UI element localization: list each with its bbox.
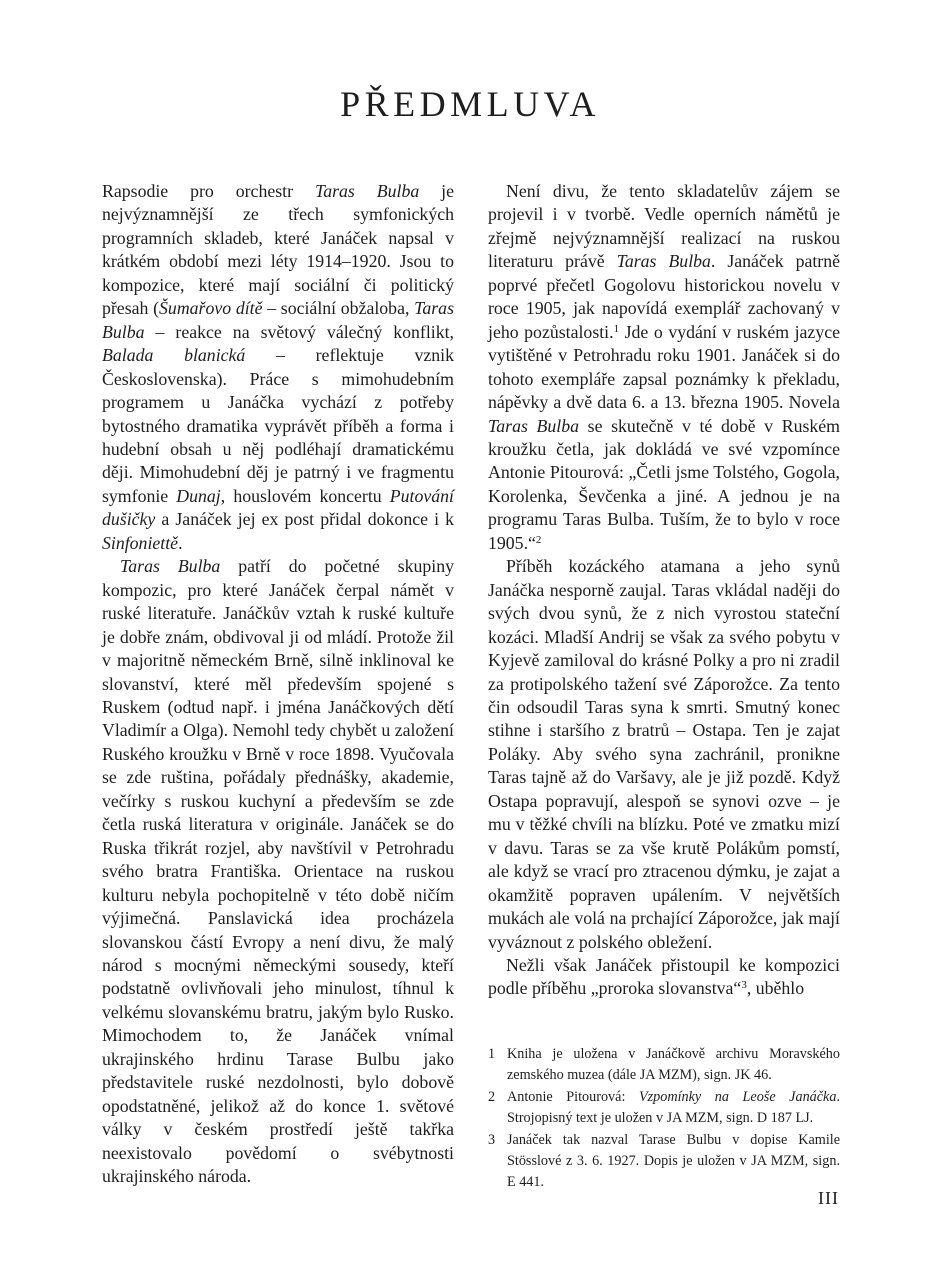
italic-title: Balada blanická: [102, 345, 246, 366]
text-span: a Janáček jej ex post přidal dokonce i k: [155, 509, 454, 530]
italic-title: Šumařovo dítě: [159, 298, 263, 319]
text-span: .: [178, 532, 183, 553]
footnote-text: [507, 1044, 840, 1087]
text-span: Není divu, že tento skladatelův zájem se projevil i v tvorbě. Vedle operních námětů je zřejmě nejvýznamnější realizací na ruskou literaturu právě: [488, 181, 840, 272]
italic-title: Taras Bulba: [616, 251, 711, 272]
footnote-text: [507, 1087, 840, 1130]
footnote-number: 3: [488, 1131, 496, 1148]
text-span: . Janáček patrně poprvé přečetl Gogolovu historickou novelu v roce 1905, jak napovídá exemplář zachovaný v jeho pozůstalosti.: [488, 251, 840, 342]
text-span: Jde o vydání v ruském jazyce vytištěné v Petrohradu roku 1901. Janáček si do tohoto exempláře zapsal poznámky k překladu, nápěvky a dvě data 6. a 13. března 1905. Novela: [488, 321, 841, 413]
paragraph-ruska-literatura: [102, 555, 454, 1188]
italic-title: Vzpomínky na Leoše Janáčka: [638, 1088, 837, 1105]
text-span: Rapsodie pro orchestr: [102, 181, 315, 201]
footnote-text: [507, 1130, 840, 1194]
paragraph-rapsodie: [102, 180, 454, 555]
text-span: Antonie Pitourová:: [507, 1088, 639, 1105]
left-column: [102, 180, 454, 1188]
text-span: , houslovém koncertu: [220, 485, 390, 506]
text-span: – reakce na světový válečný konflikt,: [144, 321, 454, 342]
footnote-2: [488, 1087, 840, 1130]
italic-title: Taras Bulba: [102, 298, 454, 342]
footnote-ref-2[interactable]: 2: [535, 533, 542, 546]
italic-title: Putování dušičky: [102, 485, 454, 530]
text-span: . Strojopisný text je uložen v JA MZM, sign. D 187 LJ.: [507, 1088, 840, 1127]
footnote-1: [488, 1044, 840, 1087]
italic-title: Taras Bulba: [314, 181, 420, 201]
italic-title: Dunaj: [176, 485, 221, 506]
paragraph-pribeh: Příběh kozáckého atamana a jeho synů Janáčka nesporně zaujal. Taras vkládal naději do svých dvou synů, že z nich vyrostou stateční kozáci. Mladší Andrij se však za svého pobytu v Kyjevě zamiloval do krásné Polky a pro ni zradil za protipolského tažení své Záporožce. Za tento čin odsoudil Taras syna k smrti. Smutný konec stihne i staršího z bratrů – Ostapa. Ten je zajat Poláky. Aby svého syna zachránil, pronikne Taras tajně až do Varšavy, ale je již pozdě. Když Ostapa popravují, alespoň se synovi ozve – je mu v těžké chvíli na blízku. Poté ve zmatku mizí v davu. Taras se za vše krutě Polákům pomstí, ale když se vrací pro ztracenou dýmku, je zajat a okamžitě popraven upálením. V největších mukách ale volá na prchající Záporožce, jak mají vyváznout z polského obležení.: [488, 556, 840, 952]
paragraph-nezli: [488, 954, 840, 1001]
footnote-number: 1: [488, 1046, 496, 1062]
text-span: – reflektuje vznik Československa). Práce s mimohudebním programem u Janáčka vychází z potřeby bytostného dramatika vyprávět příběh a forma i hudební obsah u něj podléhají dramatickému ději. Mimohudební děj je patrný i ve fragmentu symfonie: [102, 345, 454, 506]
footnote-ref-1[interactable]: 1: [613, 322, 620, 335]
text-span: patří do početné skupiny kompozic, pro které Janáček čerpal námět v ruské literatuře. Janáčkův vztah k ruské kultuře je dobře znám, obdivoval ji od mládí. Protože žil v majoritně německém Brně, silně inklinoval ke slovanství, které měl především spojené s Ruskem (odtud např. i jména Janáčkových dětí Vladimír a Olga). Nemohl tedy chybět u založení Ruského kroužku v Brně v roce 1898. Vyučovala se zde ruština, pořádaly přednášky, akademie, večírky s ruskou kuchyní a především se zde četla ruská literatura v originále. Janáček se do Ruska třikrát rozjel, aby navštívil v Petrohradu svého bratra Františka. Orientace na ruskou kulturu nebyla pochopitelně v této době ničím výjimečná. Panslavická idea procházela slovanskou částí Evropy a není divu, že malý národ s mocnými německými sousedy, kteří podstatně ovlivňovali jeho minulost, tíhnul k velkému slovanskému bratru, jakým bylo Rusko. Mimochodem to, že Janáček vnímal ukrajinského hrdinu Tarase Bulbu jako představitele ruské nezdolnosti, bylo dobově opodstatněné, jelikož až do konce 1. světové války v českém prostředí ještě takřka neexistovalo povědomí o svébytnosti ukrajinského národa.: [102, 556, 455, 1187]
italic-title: Taras Bulba: [488, 415, 579, 436]
page-title: PŘEDMLUVA: [340, 84, 600, 124]
footnote-ref-3[interactable]: 3: [741, 979, 747, 992]
footnote-number: 2: [488, 1088, 496, 1105]
text-span: Nežli však Janáček přistoupil ke kompozici podle příběhu „proroka slovanstva“: [488, 954, 840, 999]
text-span: Kniha je uložena v Janáčkově archivu Moravského zemského muzea (dále JA MZM), sign. JK 46.: [507, 1046, 840, 1084]
right-column: [488, 180, 840, 1001]
text-span: , uběhlo: [746, 978, 805, 999]
italic-title: Sinfoniettě: [102, 532, 179, 553]
footnotes: [488, 1044, 840, 1194]
text-span: – sociální obžaloba,: [262, 298, 415, 319]
text-span: je nejvýznamnější ze třech symfonických programních skladeb, které Janáček napsal v krátkém období mezi léty 1914–1920. Jsou to kompozice, které mají sociální či politický přesah (: [102, 181, 455, 319]
text-span: Janáček tak nazval Tarase Bulbu v dopise Kamile Stösslové z 3. 6. 1927. Dopis je uložen v JA MZM, sign. E 441.: [507, 1131, 840, 1191]
paragraph-zajem: [488, 180, 840, 555]
italic-title: Taras Bulba: [120, 556, 221, 577]
footnote-3: [488, 1130, 840, 1194]
page-number: III: [818, 1188, 839, 1208]
text-span: se skutečně v té době v Ruském kroužku četla, jak dokládá ve své vzpomínce Antonie Pitourová: „Četli jsme Tolstého, Gogola, Korolenka, Ševčenka a jiné. A jednou je na programu Taras Bulba. Tuším, že to bylo v roce 1905.“: [488, 415, 840, 553]
